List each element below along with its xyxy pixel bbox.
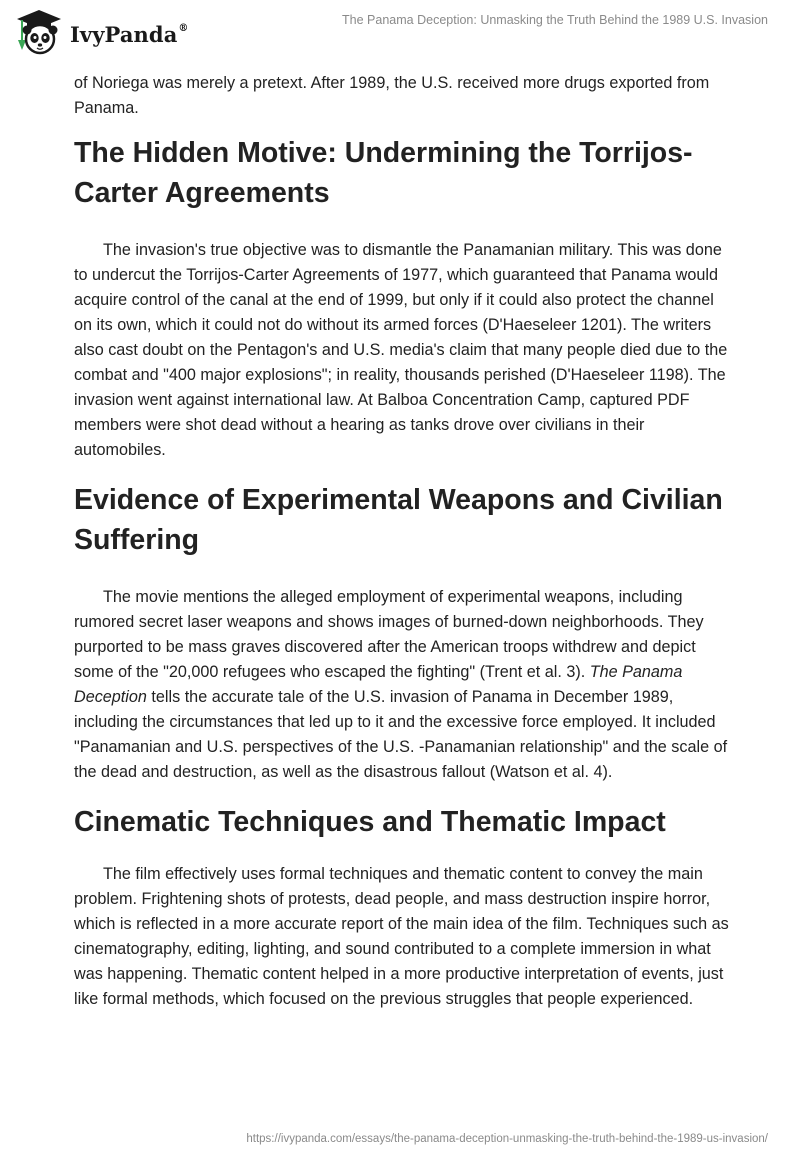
document-title: The Panama Deception: Unmasking the Truth Behind the 1989 U.S. Invasion (342, 13, 768, 27)
paragraph-text-before-title: The movie mentions the alleged employment of experimental weapons, including rumored secret laser weapons and shows images of burned-down neighborhoods. They purported to be mass graves discovered after the American troops withdrew and depict some of the "20,000 refugees who escaped the fighting" (Trent et al. 3). (74, 588, 704, 681)
section-paragraph-experimental-weapons (74, 585, 734, 785)
page-header (0, 0, 800, 70)
section-paragraph-cinematic-techniques: The film effectively uses formal techniques and thematic content to convey the main problem. Frightening shots of protests, dead people, and mass destruction inspire horror, which is reflected in a more accurate report of the main idea of the film. Techniques such as cinematography, editing, lighting, and sound contributed to a complete immersion in what was happening. Thematic content helped in a more productive interpretation of events, just like formal methods, which focused on the previous struggles that people experienced. (74, 865, 729, 1008)
section-heading-cinematic-techniques: Cinematic Techniques and Thematic Impact (74, 806, 666, 838)
essay-content (74, 71, 734, 1012)
brand-name: IvyPanda® (70, 21, 189, 47)
section-heading-hidden-motive: The Hidden Motive: Undermining the Torrijos-Carter Agreements (74, 137, 693, 209)
paragraph-text-after-title: tells the accurate tale of the U.S. invasion of Panama in December 1989, including the circumstances that led up to it and the excessive force employed. It included "Panamanian and U.S. perspectives of the U.S. -Panamanian relationship" and the scale of the dead and destruction, as well as the disastrous fallout (Watson et al. 4). (74, 688, 728, 781)
section-paragraph-hidden-motive: The invasion's true objective was to dismantle the Panamanian military. This was done to undercut the Torrijos-Carter Agreements of 1977, which guaranteed that Panama would acquire control of the canal at the end of 1999, but only if it could also protect the channel on its own, which it could not do without its armed forces (D'Haeseleer 1201). The writers also cast doubt on the Pentagon's and U.S. media's claim that many people died due to the combat and "400 major explosions"; in reality, thousands perished (D'Haeseleer 1198). The invasion went against international law. At Balboa Concentration Camp, captured PDF members were shot dead without a hearing as tanks drove over civilians in their automobiles. (74, 241, 728, 459)
panda-graduate-icon (14, 8, 64, 56)
intro-paragraph: of Noriega was merely a pretext. After 1989, the U.S. received more drugs exported from Panama. (74, 74, 710, 117)
section-heading-experimental-weapons: Evidence of Experimental Weapons and Civilian Suffering (74, 484, 723, 556)
ivypanda-logo[interactable] (14, 8, 189, 56)
film-title: The Panama Deception (74, 663, 683, 706)
source-url-link[interactable]: https://ivypanda.com/essays/the-panama-deception-unmasking-the-truth-behind-the-1989-us-invasion/ (246, 1133, 768, 1145)
